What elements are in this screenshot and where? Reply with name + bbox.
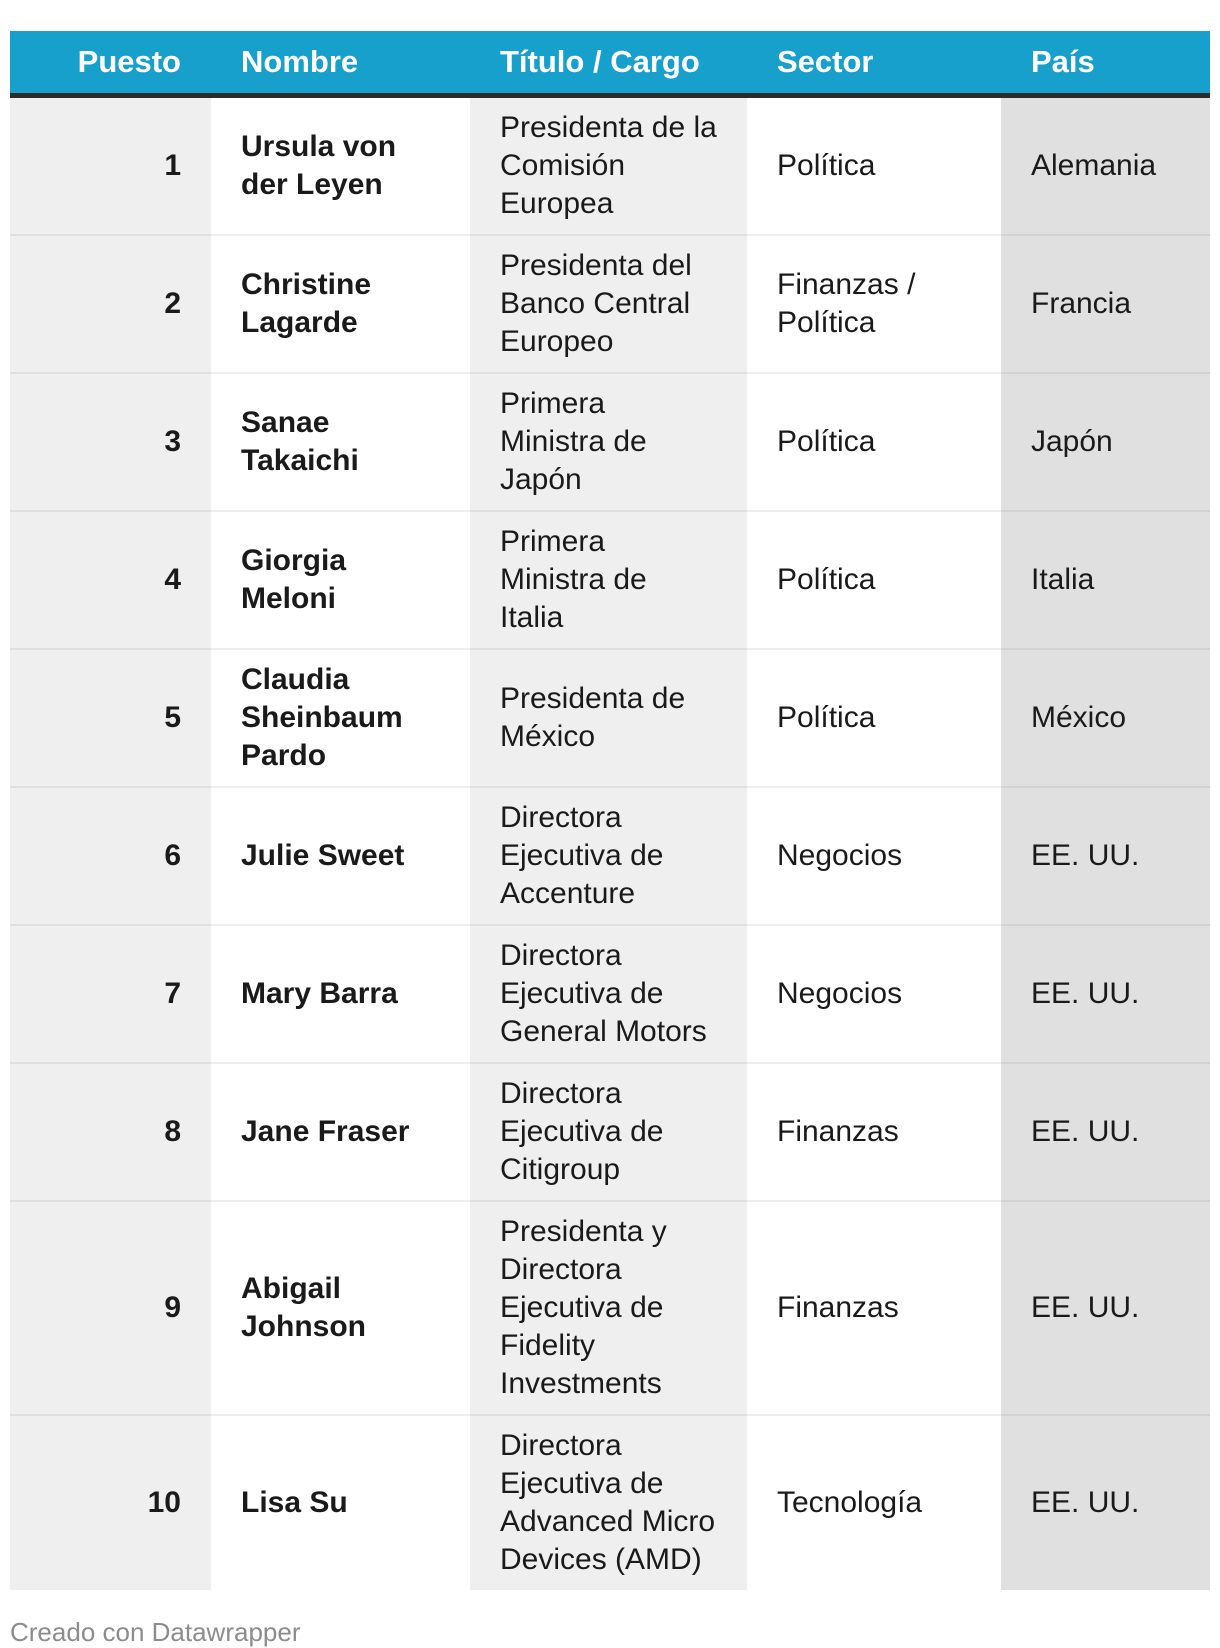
cell-nombre: Jane Fraser <box>211 1063 470 1201</box>
cell-titulo-cargo: Presidenta y Directora Ejecutiva de Fidelity Investments <box>470 1201 747 1415</box>
cell-puesto: 3 <box>10 373 211 511</box>
cell-puesto: 10 <box>10 1415 211 1590</box>
column-header-puesto: Puesto <box>10 31 211 95</box>
datawrapper-attribution[interactable]: Creado con Datawrapper <box>10 1616 301 1647</box>
cell-sector: Negocios <box>747 925 1001 1063</box>
table-row <box>10 787 1210 925</box>
cell-pais: Francia <box>1001 235 1210 373</box>
cell-pais: EE. UU. <box>1001 787 1210 925</box>
cell-titulo-cargo: Directora Ejecutiva de Accenture <box>470 787 747 925</box>
table-row <box>10 925 1210 1063</box>
table-row <box>10 1201 1210 1415</box>
cell-sector: Negocios <box>747 787 1001 925</box>
data-table-container <box>10 31 1210 1590</box>
cell-nombre: Julie Sweet <box>211 787 470 925</box>
cell-sector: Tecnología <box>747 1415 1001 1590</box>
cell-puesto: 9 <box>10 1201 211 1415</box>
cell-puesto: 4 <box>10 511 211 649</box>
cell-nombre: Sanae Takaichi <box>211 373 470 511</box>
cell-titulo-cargo: Presidenta de la Comisión Europea <box>470 95 747 235</box>
table-header <box>10 31 1210 95</box>
cell-titulo-cargo: Directora Ejecutiva de General Motors <box>470 925 747 1063</box>
cell-titulo-cargo: Presidenta del Banco Central Europeo <box>470 235 747 373</box>
table-row <box>10 235 1210 373</box>
cell-nombre: Ursula von der Leyen <box>211 95 470 235</box>
cell-titulo-cargo: Presidenta de México <box>470 649 747 787</box>
cell-nombre: Claudia Sheinbaum Pardo <box>211 649 470 787</box>
cell-sector: Política <box>747 373 1001 511</box>
table-body <box>10 95 1210 1590</box>
column-header-titulo-cargo: Título / Cargo <box>470 31 747 95</box>
column-header-sector: Sector <box>747 31 1001 95</box>
cell-puesto: 8 <box>10 1063 211 1201</box>
cell-titulo-cargo: Primera Ministra de Japón <box>470 373 747 511</box>
cell-titulo-cargo: Directora Ejecutiva de Citigroup <box>470 1063 747 1201</box>
cell-sector: Finanzas / Política <box>747 235 1001 373</box>
column-header-pais: País <box>1001 31 1210 95</box>
cell-titulo-cargo: Directora Ejecutiva de Advanced Micro Devices (AMD) <box>470 1415 747 1590</box>
table-row <box>10 373 1210 511</box>
cell-puesto: 2 <box>10 235 211 373</box>
cell-nombre: Lisa Su <box>211 1415 470 1590</box>
cell-sector: Finanzas <box>747 1201 1001 1415</box>
cell-pais: EE. UU. <box>1001 925 1210 1063</box>
cell-puesto: 5 <box>10 649 211 787</box>
cell-sector: Política <box>747 649 1001 787</box>
cell-sector: Finanzas <box>747 1063 1001 1201</box>
cell-pais: Alemania <box>1001 95 1210 235</box>
cell-puesto: 1 <box>10 95 211 235</box>
cell-pais: Italia <box>1001 511 1210 649</box>
cell-titulo-cargo: Primera Ministra de Italia <box>470 511 747 649</box>
cell-pais: Japón <box>1001 373 1210 511</box>
cell-nombre: Abigail Johnson <box>211 1201 470 1415</box>
table-row <box>10 511 1210 649</box>
table-row <box>10 1063 1210 1201</box>
column-header-nombre: Nombre <box>211 31 470 95</box>
cell-nombre: Christine Lagarde <box>211 235 470 373</box>
header-row <box>10 31 1210 95</box>
table-row <box>10 95 1210 235</box>
ranking-table <box>10 31 1210 1590</box>
cell-puesto: 7 <box>10 925 211 1063</box>
cell-sector: Política <box>747 95 1001 235</box>
cell-nombre: Mary Barra <box>211 925 470 1063</box>
cell-nombre: Giorgia Meloni <box>211 511 470 649</box>
cell-pais: México <box>1001 649 1210 787</box>
cell-pais: EE. UU. <box>1001 1415 1210 1590</box>
cell-puesto: 6 <box>10 787 211 925</box>
cell-sector: Política <box>747 511 1001 649</box>
cell-pais: EE. UU. <box>1001 1201 1210 1415</box>
table-row <box>10 1415 1210 1590</box>
page <box>0 31 1220 1647</box>
cell-pais: EE. UU. <box>1001 1063 1210 1201</box>
table-row <box>10 649 1210 787</box>
